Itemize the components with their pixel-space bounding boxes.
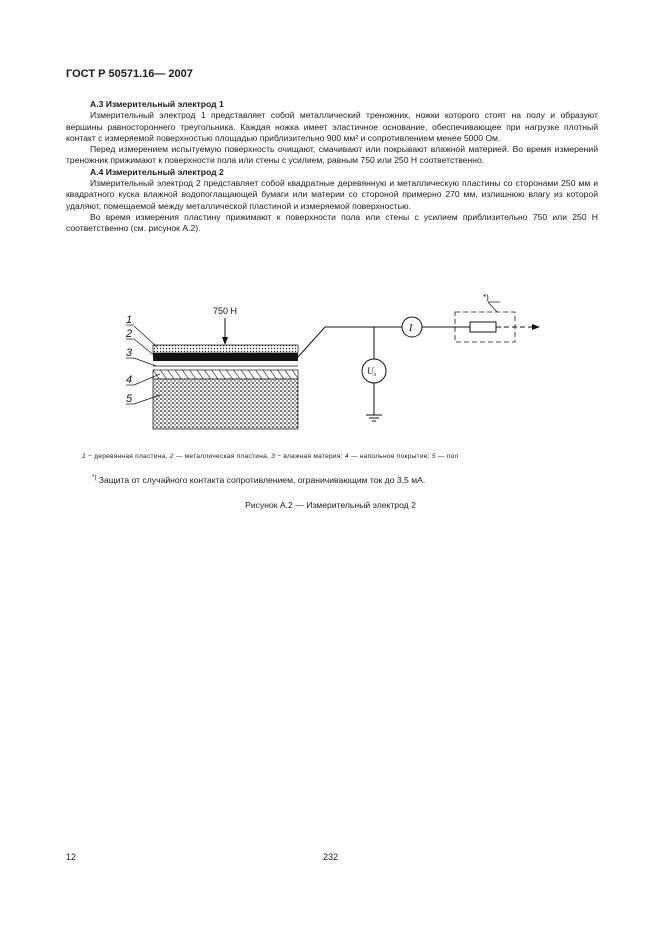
legend-num-4: 4 xyxy=(344,453,349,460)
layer-floor-covering xyxy=(153,370,298,379)
protection-leader xyxy=(488,302,497,312)
section-a3 xyxy=(66,99,598,235)
layer-label-3: 3 xyxy=(126,347,133,359)
layer-label-2: 2 xyxy=(126,328,133,340)
layer-wooden-plate xyxy=(153,345,298,353)
section-a4-paragraph-2: Во время измерения пластину прижимают к поверхности пола или стены с усилием приблизительно 750 или 250 Н соответственно (см. рисунок А.2). xyxy=(66,211,598,234)
section-a3-paragraph-1: Измерительный электрод 1 представляет собой металлический треножник, ножки которого стоят на полу и образуют вершины равностороннего треугольника. Каждая ножка имеет эластичное основание, обеспечивающее при нагрузке плотный контакт с измеряемой поверхностью площадью приблизительно 900 мм² и сопротивлением менее 5000 Ом. xyxy=(66,110,598,143)
legend-num-5: 5 xyxy=(431,453,436,460)
page-number-center: 232 xyxy=(322,852,339,862)
layer-label-4: 4 xyxy=(126,374,133,386)
footnote-mark: *) xyxy=(92,475,97,482)
section-a3-paragraph-2: Перед измерением испытуемую поверхность очищают, смачивают или покрывают влажной материей. Во время измерений треножник прижимают к поверхности пола или стены с усилием, равным 750 или 250 Н соответственно. xyxy=(66,144,598,166)
ammeter-label: I xyxy=(409,323,413,334)
legend-num-2: 2 xyxy=(169,453,174,460)
legend-text-5: — пол xyxy=(435,453,459,460)
legend-text-1: − деревянная пластина, xyxy=(85,453,170,460)
force-arrow-head xyxy=(222,337,228,345)
legend-text-3: − влажная материя; xyxy=(275,453,345,460)
legend-text-2: — металлическая пластина, xyxy=(173,453,272,460)
layer-floor xyxy=(153,379,298,429)
resistor xyxy=(470,322,496,332)
voltmeter-circle xyxy=(362,359,386,383)
protection-mark: *) xyxy=(483,293,489,302)
force-label: 750 Н xyxy=(213,306,238,316)
layer-label-5: 5 xyxy=(126,393,133,405)
layer-label-1: 1 xyxy=(126,314,133,326)
circuit-lead xyxy=(298,327,325,357)
figure-legend xyxy=(82,453,582,460)
legend-text-4: — напольное покрытие; xyxy=(348,453,432,460)
legend-num-1: 1 xyxy=(82,453,86,460)
figure-electrode-diagram xyxy=(60,290,620,440)
figure-footnote xyxy=(92,475,425,485)
section-a3-title: А.3 Измерительный электрод 1 xyxy=(90,99,224,109)
page-number-left: 12 xyxy=(66,852,77,862)
output-arrow-head xyxy=(532,324,540,330)
layer-metal-plate xyxy=(153,353,298,361)
footnote-text: Защита от случайного контакта сопротивлением, ограничивающим ток до 3,5 мА. xyxy=(96,475,426,485)
document-header: ГОСТ Р 50571.16— 2007 xyxy=(66,68,193,80)
section-a4-paragraph-1: Измерительный электрод 2 представляет собой квадратные деревянную и металлическую пластины со сторонами 250 мм и квадратного куска влажной водопоглащающей бумаги или материи со стороной примерно 270 мм, излишнюю влагу из которой удаляют, помещаемой между металлической пластиной и измеряемой поверхностью. xyxy=(66,178,598,211)
section-a4-title: А.4 Измерительный электрод 2 xyxy=(90,166,224,177)
figure-title: Рисунок А.2 — Измерительный электрод 2 xyxy=(245,500,416,510)
legend-num-3: 3 xyxy=(271,453,276,460)
voltmeter-label: $U_x$ xyxy=(367,366,377,378)
